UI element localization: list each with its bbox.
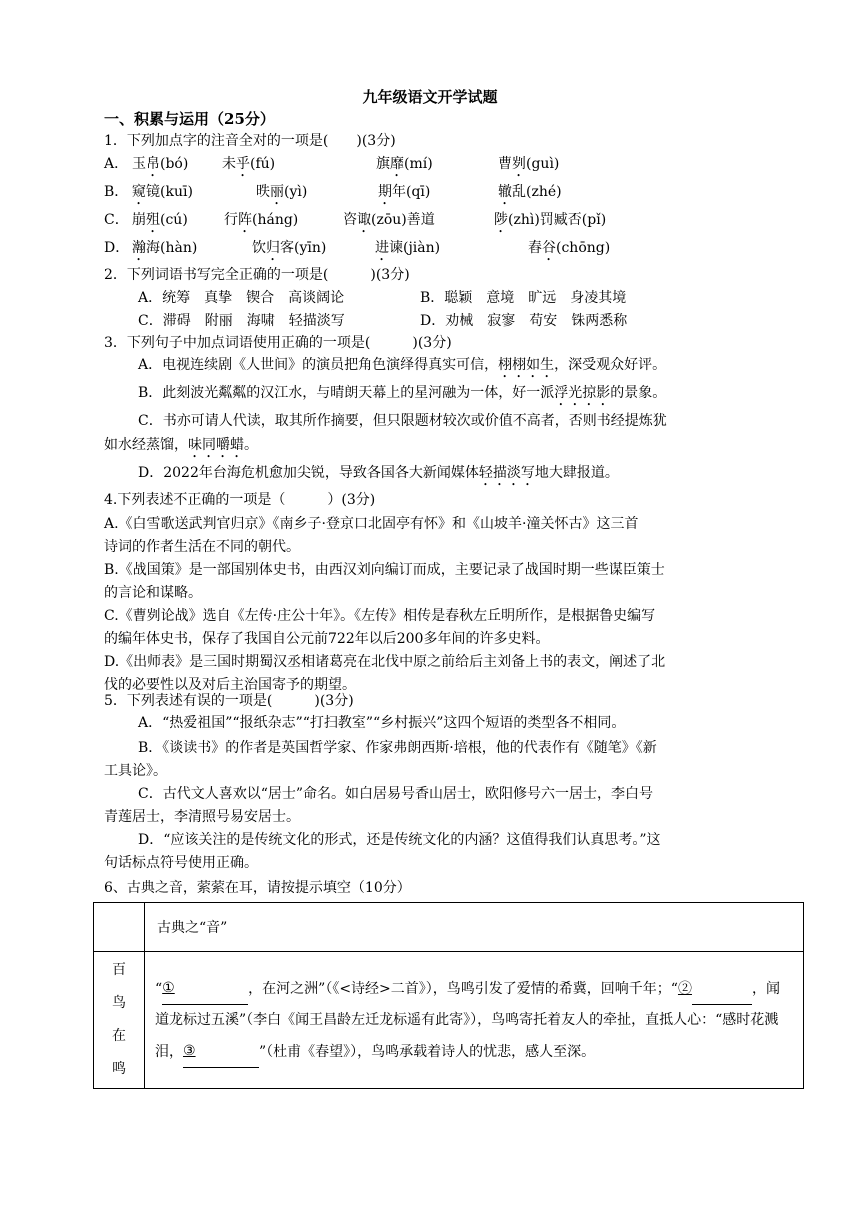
question-1-word: 瀚海(hàn) bbox=[132, 240, 198, 256]
question-1-word: 昳丽(yì) bbox=[256, 184, 308, 200]
question-2-option-b: B．聪颖 意境 旷远 身凌其境 bbox=[420, 290, 627, 306]
question-1-word: 旗靡(mí) bbox=[376, 156, 433, 172]
question-1-word: 饮归客(yīn) bbox=[252, 240, 327, 256]
question-3-option-b: B．此刻波光粼粼的汉江水，与晴朗天幕上的星河融为一体，好一派浮光掠影的景象。 bbox=[138, 385, 667, 401]
dotted-character: 乎 bbox=[236, 156, 250, 172]
question-1-word: 曹刿(guì) bbox=[498, 156, 560, 172]
answer-blank-1[interactable]: ① bbox=[162, 973, 248, 1005]
dotted-character: 诹 bbox=[357, 212, 371, 228]
dotted-character: 期 bbox=[378, 184, 392, 200]
section-heading: 一、积累与运用（25分） bbox=[104, 110, 275, 128]
question-1-word: 咨诹(zōu)善道 bbox=[343, 212, 435, 228]
table-header-row bbox=[94, 903, 804, 952]
question-5-option-d-line1: D．“应该关注的是传统文化的形式，还是传统文化的内涵？这值得我们认真思考。”这 bbox=[138, 832, 661, 848]
question-1-word: 舂谷(chōng) bbox=[528, 240, 611, 256]
answer-blank-2-label: ② bbox=[677, 980, 692, 997]
question-5-option-c-line1: C．古代文人喜欢以“居士”命名。如白居易号香山居士，欧阳修号六一居士，李白号 bbox=[138, 786, 654, 802]
dotted-character: 阵 bbox=[238, 212, 252, 228]
question-3-option-a: A．电视连续剧《人世间》的演员把角色演绎得真实可信，栩栩如生，深受观众好评。 bbox=[138, 357, 667, 373]
question-2-option-d: D．劝械 寂寥 苟安 铢两悉称 bbox=[420, 313, 628, 329]
dotted-phrase: 轻描淡写 bbox=[478, 465, 535, 481]
dotted-character: 殂 bbox=[146, 212, 160, 228]
question-1-word: 辙乱(zhé) bbox=[498, 184, 562, 200]
question-5-option-c-line2: 青莲居士，李清照号易安居士。 bbox=[104, 809, 300, 825]
question-1-option-label: D． bbox=[104, 240, 130, 256]
question-1-word: 行阵(háng) bbox=[224, 212, 299, 228]
dotted-character: 靡 bbox=[390, 156, 404, 172]
dotted-character: 帛 bbox=[146, 156, 160, 172]
poetry-fill-table bbox=[93, 902, 804, 1089]
question-1-option-label: C． bbox=[104, 212, 129, 228]
question-4-option-d-line1: D.《出师表》是三国时期蜀汉丞相诸葛亮在北伐中原之前给后主刘备上书的表文，阐述了北 bbox=[104, 654, 666, 670]
row-content-cell: “① ，在河之洲”（《<诗经>二首》），鸟鸣引发了爱情的希冀，回响千年；“② ，闻道龙标过五溪”（李白《闻王昌龄左迁龙标遥有此寄》），鸟鸣寄托着友人的牵扯，直抵人心：“感时花溅泪，③ ”（杜甫《春望》），鸟鸣承载着诗人的忧悲，感人至深。 bbox=[145, 952, 804, 1089]
question-4-option-c-line1: C.《曹刿论战》选自《左传·庄公十年》。《左传》相传是春秋左丘明所作，是根据鲁史编写 bbox=[104, 608, 656, 624]
question-1-option-label: B． bbox=[104, 184, 129, 200]
question-3-option-c-line1: C．书亦可请人代读，取其所作摘要，但只限题材较次或价值不高者，否则书经提炼犹 bbox=[138, 413, 667, 429]
table-row bbox=[94, 952, 804, 1089]
table-header-empty-cell bbox=[94, 903, 145, 952]
dotted-character: 进 bbox=[375, 240, 389, 256]
dotted-character: 谷 bbox=[542, 240, 556, 256]
question-4-option-a-line1: A.《白雪歌送武判官归京》《南乡子·登京口北固亭有怀》和《山坡羊·潼关怀古》这三首 bbox=[104, 516, 639, 532]
dotted-character: 陟 bbox=[494, 212, 508, 228]
question-1-word: 陟(zhì)罚臧否(pǐ) bbox=[494, 212, 607, 228]
question-5-option-b-line2: 工具论》。 bbox=[104, 763, 167, 779]
question-2-stem: 2．下列词语书写完全正确的一项是( )(3分) bbox=[104, 267, 410, 283]
question-1-word: 未乎(fú) bbox=[222, 156, 276, 172]
question-4-option-c-line2: 的编年体史书，保存了我国自公元前722年以后200多年间的许多史料。 bbox=[104, 631, 550, 647]
question-6-stem: 6、古典之音，萦萦在耳，请按提示填空（10分） bbox=[104, 880, 411, 896]
page-title: 九年级语文开学试题 bbox=[362, 88, 498, 106]
question-3-stem: 3．下列句子中加点词语使用正确的一项是( )(3分) bbox=[104, 335, 452, 351]
question-1-word: 崩殂(cú) bbox=[132, 212, 188, 228]
question-4-option-b-line2: 的言论和谋略。 bbox=[104, 585, 202, 601]
question-2-option-a: A．统筹 真挚 锲合 高谈阔论 bbox=[138, 290, 345, 306]
question-5-option-d-line2: 句话标点符号使用正确。 bbox=[104, 855, 258, 871]
answer-blank-3[interactable]: ③ bbox=[183, 1036, 259, 1068]
question-2-option-c: C．滞碍 附丽 海啸 轻描淡写 bbox=[138, 313, 345, 329]
table-header-cell: 古典之“音” bbox=[145, 903, 804, 952]
dotted-character: 刿 bbox=[512, 156, 526, 172]
question-5-stem: 5．下列表述有误的一项是( )(3分) bbox=[104, 693, 354, 709]
question-4-stem: 4.下列表述不正确的一项是（ ）(3分) bbox=[104, 492, 376, 508]
question-1-option-label: A． bbox=[104, 156, 129, 172]
dotted-character: 辙 bbox=[498, 184, 512, 200]
question-1-stem: 1．下列加点字的注音全对的一项是( )(3分) bbox=[104, 133, 396, 149]
question-4-option-b-line1: B.《战国策》是一部国别体史书，由西汉刘向编订而成，主要记录了战国时期一些谋臣策士 bbox=[104, 562, 665, 578]
answer-blank-2[interactable] bbox=[692, 1004, 752, 1005]
question-1-word: 期年(qī) bbox=[378, 184, 431, 200]
dotted-phrase: 味同嚼蜡 bbox=[188, 437, 244, 453]
question-5-option-a: A．“热爱祖国”“报纸杂志”“打扫教室”“乡村振兴”这四个短语的类型各不相同。 bbox=[138, 715, 626, 731]
dotted-phrase: 浮光掠影 bbox=[554, 385, 611, 401]
question-5-option-b-line1: B．《谈读书》的作者是英国哲学家、作家弗朗西斯·培根，他的代表作有《随笔》《新 bbox=[138, 740, 657, 756]
dotted-character: 丽 bbox=[270, 184, 284, 200]
question-4-option-a-line2: 诗词的作者生活在不同的朝代。 bbox=[104, 539, 300, 555]
dotted-character: 归 bbox=[266, 240, 280, 256]
question-1-word: 玉帛(bó) bbox=[132, 156, 189, 172]
question-3-option-d: D．2022年台海危机愈加尖锐，导致各国各大新闻媒体轻描淡写地大肆报道。 bbox=[138, 465, 619, 481]
dotted-phrase: 栩栩如生 bbox=[498, 357, 555, 373]
row-label-cell: 百 鸟 在 鸣 bbox=[94, 952, 145, 1089]
question-1-word: 进谏(jiàn) bbox=[375, 240, 441, 256]
dotted-character: 瀚 bbox=[132, 240, 146, 256]
question-1-word: 窥镜(kuī) bbox=[132, 184, 193, 200]
question-3-option-c-line2: 如水经蒸馏，味同嚼蜡。 bbox=[104, 437, 258, 453]
question-4-option-d-line2: 伐的必要性以及对后主治国寄予的期望。 bbox=[104, 677, 356, 693]
dotted-character: 窥 bbox=[132, 184, 146, 200]
